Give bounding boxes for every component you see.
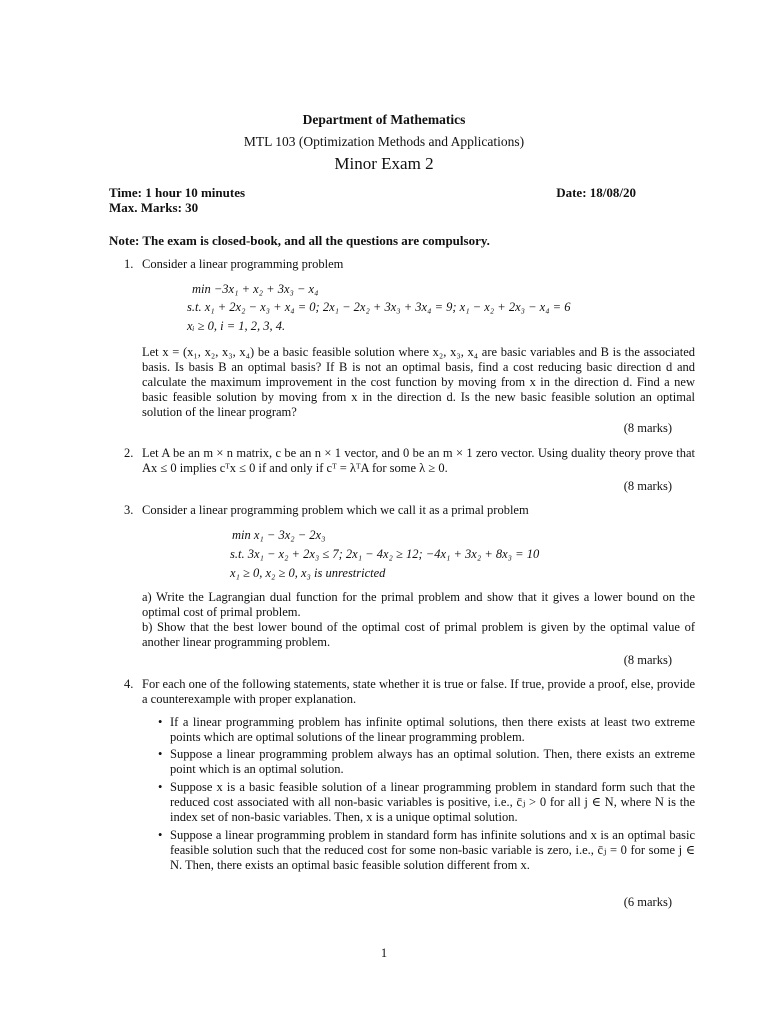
question-1-intro: Consider a linear programming problem — [142, 257, 344, 271]
question-3-part-a: a) Write the Lagrangian dual function for the primal problem and show that it gives a lower bound on the optimal cost of primal problem. — [142, 590, 695, 619]
question-4-number: 4. — [124, 677, 134, 691]
question-4-marks: (6 marks) — [623, 895, 672, 909]
question-1-marks: (8 marks) — [623, 421, 672, 435]
exam-note: Note: The exam is closed-book, and all the questions are compulsory. — [109, 233, 490, 248]
question-4-intro: For each one of the following statements, state whether it is true or false. If true, provide a proof, else, provide a counterexample with proper explanation. — [142, 677, 695, 706]
question-1-nonnegativity: xᵢ ≥ 0, i = 1, 2, 3, 4. — [187, 319, 286, 333]
question-3-marks: (8 marks) — [623, 653, 672, 667]
max-marks-info: Max. Marks: 30 — [109, 200, 199, 215]
question-4-statement-1: If a linear programming problem has infinite optimal solutions, then there exists at least two extreme points which are optimal solutions of the linear programming problem. — [170, 715, 695, 744]
question-4-statement-2: Suppose a linear programming problem always has an optimal solution. Then, there exists an extreme point which is an optimal solution. — [170, 747, 695, 776]
bullet-icon: • — [158, 747, 163, 761]
question-3-sign-conditions: x₁ ≥ 0, x₂ ≥ 0, x₃ is unrestricted — [230, 566, 386, 580]
question-2-number: 2. — [124, 446, 134, 460]
course-title: MTL 103 (Optimization Methods and Applications) — [243, 134, 525, 149]
question-1-constraints: s.t. x₁ + 2x₂ − x₃ + x₄ = 0; 2x₁ − 2x₂ + 3x₃ + 3x₄ = 9; x₁ − x₂ + 2x₃ − x₄ = 6 — [187, 300, 571, 314]
page-number: 1 — [380, 946, 388, 960]
question-3-objective: min x₁ − 3x₂ − 2x₃ — [232, 528, 326, 542]
question-1-text: Let x = (x₁, x₂, x₃, x₄) be a basic feasible solution where x₂, x₃, x₄ are basic variables and B is the associated basis. Is basis B an optimal basis? If B is not an optimal basis, find a cost reducing basic direction d and calculate the maximum improvement in the cost function by moving from x in the direction d. Find a new basic feasible solution by moving from x in the direction d. Is the new basic feasible solution an optimal solution of the linear program? — [142, 345, 695, 419]
question-3-part-b: b) Show that the best lower bound of the optimal cost of primal problem is given by the optimal value of another linear programming problem. — [142, 620, 695, 649]
bullet-icon: • — [158, 828, 163, 842]
bullet-icon: • — [158, 715, 163, 729]
question-4-statement-3: Suppose x is a basic feasible solution of a linear programming problem in standard form such that the reduced cost associated with all non-basic variables is positive, i.e., c̄ⱼ > 0 for all j ∈ N, where N is the index set of non-basic variables. Then, x is a unique optimal solution. — [170, 780, 695, 824]
time-info: Time: 1 hour 10 minutes — [109, 185, 246, 200]
question-1-number: 1. — [124, 257, 134, 271]
bullet-icon: • — [158, 780, 163, 794]
question-3-number: 3. — [124, 503, 134, 517]
question-1-objective: min −3x₁ + x₂ + 3x₃ − x₄ — [192, 282, 319, 296]
question-2-marks: (8 marks) — [623, 479, 672, 493]
department-heading: Department of Mathematics — [302, 112, 466, 127]
question-3-intro: Consider a linear programming problem which we call it as a primal problem — [142, 503, 529, 517]
question-3-constraints: s.t. 3x₁ − x₂ + 2x₃ ≤ 7; 2x₁ − 4x₂ ≥ 12; −4x₁ + 3x₂ + 8x₃ = 10 — [230, 547, 540, 561]
date-info: Date: 18/08/20 — [556, 185, 636, 200]
question-2-text: Let A be an m × n matrix, c be an n × 1 vector, and 0 be an m × 1 zero vector. Using duality theory prove that Ax ≤ 0 implies cᵀx ≤ 0 if and only if cᵀ = λᵀA for some λ ≥ 0. — [142, 446, 695, 475]
exam-title: Minor Exam 2 — [334, 154, 434, 173]
question-4-statement-4: Suppose a linear programming problem in standard form has infinite solutions and x is an optimal basic feasible solution such that the reduced cost for some non-basic variable is zero, i.e., c̄ⱼ = 0 for some j ∈ N. Then, there exists an optimal basic feasible solution different from x. — [170, 828, 695, 872]
